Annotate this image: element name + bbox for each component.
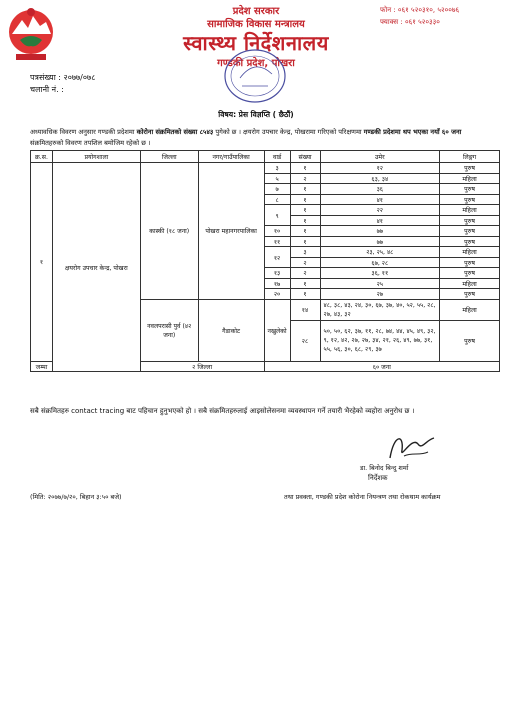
gender-cell: पुरुष: [440, 226, 500, 237]
age-cell: ६३, ३४: [320, 173, 440, 184]
count-cell: १: [290, 184, 320, 195]
serial-number: १: [31, 163, 53, 362]
age-cell: १२: [320, 163, 440, 174]
col-ward: वार्ड: [264, 151, 290, 163]
gender-cell: पुरुष: [440, 257, 500, 268]
subject-line: विषय: प्रेस विज्ञप्ति ( छैठौं): [218, 110, 294, 119]
gender-cell: महिला: [440, 278, 500, 289]
age-cell: ७७: [320, 226, 440, 237]
district-nawalparasi: नवलपरासी पुर्व (४२ जना): [140, 299, 198, 361]
cases-table: [30, 150, 500, 372]
issue-date: (मिति: २०७७/७/२०, बिहान ३:५० बजे): [30, 493, 122, 501]
age-cell: २३, २५, ४८: [320, 247, 440, 258]
gender-cell: पुरुष: [440, 268, 500, 279]
district-kaski: कास्की (१८ जना): [140, 163, 198, 300]
col-district: जिल्ला: [140, 151, 198, 163]
ward-cell: ११: [264, 236, 290, 247]
count-cell: १: [290, 163, 320, 174]
count-cell: २: [290, 173, 320, 184]
ward-cell: १३: [264, 268, 290, 279]
ward-cell: १२: [264, 247, 290, 268]
reference-number: पत्रसंख्या : २०७७/०७८: [30, 73, 96, 82]
total-count: ६० जना: [264, 361, 499, 372]
gender-cell: पुरुष: [440, 236, 500, 247]
total-label: जम्मा: [31, 361, 53, 372]
count-cell: २: [290, 268, 320, 279]
official-stamp: [200, 48, 310, 104]
count-cell: १४: [290, 299, 320, 320]
table-header-row: [31, 151, 500, 163]
col-sn: क्र.स.: [31, 151, 53, 163]
gender-cell: महिला: [440, 299, 500, 320]
ward-cell: ८: [264, 194, 290, 205]
age-cell: ३६, ११: [320, 268, 440, 279]
age-cell: २५: [320, 278, 440, 289]
ward-cell: ९: [264, 205, 290, 226]
col-lab: प्रयोगशाला: [52, 151, 140, 163]
place-unknown: नखुलेको: [264, 299, 290, 361]
contact-tracing-note: सबै संक्रमितहरु contact tracing बाट पहिचान हुनुभएको हो । सबै संक्रमितहरुलाई आइसोलेसनमा व्यवस्थापन गर्ने तयारी भैरहेको व्यहोरा अनुरोध छ ।: [30, 407, 415, 415]
col-age: उमेर: [320, 151, 440, 163]
spokesperson-line: तथा प्रवक्ता, गण्डकी प्रदेश कोरोना नियन्त्रण तथा रोकथाम कार्यक्रम: [284, 493, 441, 501]
gender-cell: पुरुष: [440, 184, 500, 195]
table-row: [31, 163, 500, 174]
age-cell: २७: [320, 289, 440, 300]
municipality-gaidakot: गैडाकोट: [198, 299, 264, 361]
count-cell: २: [290, 257, 320, 268]
age-cell: ५०, ५०, ६२, ३७, ११, २८, ७४, ४४, ४५, ४९, ३२, ९, १२, ४२, २७, २७, ३४, २१, २६, ४९, ७७, ३१, ५५, ५६, ३०, ६८, २९, ३७: [320, 320, 440, 361]
total-districts: २ जिल्ला: [140, 361, 264, 372]
col-gender: लिङ्गग: [440, 151, 500, 163]
gender-cell: महिला: [440, 205, 500, 216]
age-cell: ६७, २८: [320, 257, 440, 268]
header-ministry: सामाजिक विकास मन्त्रालय: [207, 19, 305, 30]
gender-cell: महिला: [440, 173, 500, 184]
age-cell: २२: [320, 205, 440, 216]
col-count: संख्या: [290, 151, 320, 163]
age-cell: ३६: [320, 184, 440, 195]
count-cell: १: [290, 205, 320, 216]
count-cell: १: [290, 194, 320, 205]
gender-cell: पुरुष: [440, 215, 500, 226]
count-cell: १: [290, 289, 320, 300]
dispatch-number: चलानी नं. :: [30, 85, 64, 94]
lab-name: क्षयरोग उपचार केन्द्र, पोखरा: [52, 163, 140, 372]
gender-cell: महिला: [440, 247, 500, 258]
age-cell: ७७: [320, 236, 440, 247]
count-cell: १: [290, 215, 320, 226]
age-cell: ४८, ३८, ४३, २४, ३०, ६७, ३७, ४०, ५२, ५५, २८, २७, ४३, ३२: [320, 299, 440, 320]
signatory-title: निर्देशक: [368, 474, 388, 482]
count-cell: २८: [290, 320, 320, 361]
ward-cell: ७: [264, 184, 290, 195]
header-province: प्रदेश सरकार: [232, 6, 280, 17]
ward-cell: १७: [264, 278, 290, 289]
ward-cell: ५: [264, 173, 290, 184]
gender-cell: पुरुष: [440, 289, 500, 300]
phone-number: फोन : ०६१ ५२०३१०, ५२००७६: [380, 6, 460, 14]
count-cell: १: [290, 226, 320, 237]
signatory-name: डा. बिनोद बिन्दु शर्मा: [360, 464, 409, 472]
intro-paragraph: अध्यावधिक विवरण अनुसार गण्डकी प्रदेशमा कोरोना संक्रमितको संख्या ८५४३ पुगेको छ । क्षयरोग उपचार केन्द्र, पोखरामा गरिएको परिक्षणमा गण्डकी प्रदेशमा थप भएका नयाँ ६० जना संक्रमितहरुको विवरण तपशिल बमोजिम रहेको छ ।: [30, 128, 462, 147]
signature: [382, 430, 442, 464]
count-cell: १: [290, 236, 320, 247]
header-location: गण्डकी प्रदेश, पोखरा: [217, 58, 295, 69]
age-cell: ४१: [320, 215, 440, 226]
ward-cell: १०: [264, 226, 290, 237]
count-cell: १: [290, 278, 320, 289]
age-cell: ४१: [320, 194, 440, 205]
fax-number: फ्याक्स : ०६१ ५२०३३०: [380, 18, 440, 26]
header-directorate: स्वास्थ्य निर्देशनालय: [183, 31, 329, 55]
gender-cell: पुरुष: [440, 320, 500, 361]
count-cell: ३: [290, 247, 320, 258]
municipality-pokhara: पोखरा महानगरपालिका: [198, 163, 264, 300]
col-municipality: नगर/गाउँपालिका: [198, 151, 264, 163]
ward-cell: ३: [264, 163, 290, 174]
gender-cell: पुरुष: [440, 163, 500, 174]
ward-cell: २०: [264, 289, 290, 300]
gender-cell: पुरुष: [440, 194, 500, 205]
